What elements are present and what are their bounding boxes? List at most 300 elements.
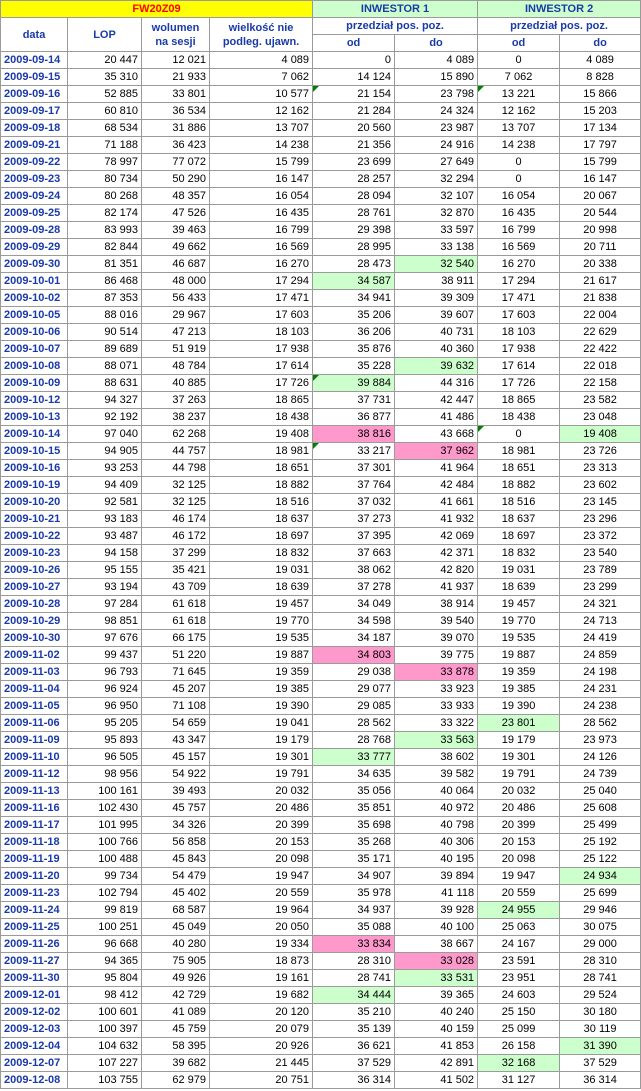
size-cell: 19 964 (210, 902, 313, 919)
table-row (1, 715, 641, 732)
date-cell: 2009-11-20 (1, 868, 68, 885)
date-cell: 2009-10-28 (1, 596, 68, 613)
date-cell: 2009-10-19 (1, 477, 68, 494)
size-cell: 18 651 (210, 460, 313, 477)
lop-cell: 102 430 (68, 800, 142, 817)
investor-1-from-cell: 36 877 (313, 409, 395, 426)
investor-1-to-cell: 40 240 (395, 1004, 478, 1021)
investor-2-from-cell: 19 791 (478, 766, 560, 783)
lop-cell: 93 253 (68, 460, 142, 477)
investor-1-to-cell: 44 316 (395, 375, 478, 392)
investor-2-from-header: od (478, 35, 560, 52)
table-row (1, 681, 641, 698)
lop-cell: 99 437 (68, 647, 142, 664)
volume-cell: 45 757 (142, 800, 210, 817)
volume-cell: 56 433 (142, 290, 210, 307)
volume-cell: 51 220 (142, 647, 210, 664)
investor-2-to-cell: 23 973 (560, 732, 641, 749)
investor-1-from-cell: 23 699 (313, 154, 395, 171)
date-cell: 2009-11-04 (1, 681, 68, 698)
investor-1-from-cell: 34 803 (313, 647, 395, 664)
date-cell: 2009-10-23 (1, 545, 68, 562)
size-cell: 19 301 (210, 749, 313, 766)
table-row (1, 511, 641, 528)
lop-cell: 103 755 (68, 1072, 142, 1089)
date-cell: 2009-09-23 (1, 171, 68, 188)
date-cell: 2009-11-12 (1, 766, 68, 783)
investor-1-to-cell: 41 964 (395, 460, 478, 477)
investor-1-from-cell: 34 598 (313, 613, 395, 630)
investor-1-from-cell: 34 937 (313, 902, 395, 919)
table-row (1, 1038, 641, 1055)
investor-2-to-cell: 24 934 (560, 868, 641, 885)
investor-1-from-cell: 28 094 (313, 188, 395, 205)
table-row (1, 613, 641, 630)
volume-cell: 35 421 (142, 562, 210, 579)
table-row (1, 103, 641, 120)
investor-2-from-cell: 14 238 (478, 137, 560, 154)
investor-2-from-cell: 20 559 (478, 885, 560, 902)
investor-1-to-cell: 38 914 (395, 596, 478, 613)
date-cell: 2009-09-24 (1, 188, 68, 205)
investor-1-to-cell: 24 916 (395, 137, 478, 154)
lop-cell: 83 993 (68, 222, 142, 239)
table-row (1, 1021, 641, 1038)
size-cell: 20 399 (210, 817, 313, 834)
investor-2-to-cell: 36 314 (560, 1072, 641, 1089)
lop-cell: 98 412 (68, 987, 142, 1004)
lop-cell: 80 734 (68, 171, 142, 188)
investor-2-to-cell: 30 180 (560, 1004, 641, 1021)
investor-2-to-cell: 20 338 (560, 256, 641, 273)
table-row (1, 69, 641, 86)
investor-2-to-cell: 20 067 (560, 188, 641, 205)
lop-cell: 96 924 (68, 681, 142, 698)
investor-2-from-cell: 24 955 (478, 902, 560, 919)
investor-1-from-cell: 35 876 (313, 341, 395, 358)
investor-1-from-cell: 35 851 (313, 800, 395, 817)
investor-2-to-cell: 29 524 (560, 987, 641, 1004)
date-cell: 2009-11-19 (1, 851, 68, 868)
lop-cell: 101 995 (68, 817, 142, 834)
date-cell: 2009-10-12 (1, 392, 68, 409)
investor-2-from-cell: 18 882 (478, 477, 560, 494)
table-row (1, 1072, 641, 1089)
volume-cell: 45 049 (142, 919, 210, 936)
size-cell: 18 697 (210, 528, 313, 545)
volume-cell: 62 979 (142, 1072, 210, 1089)
investor-2-from-cell: 18 832 (478, 545, 560, 562)
table-row (1, 732, 641, 749)
investor-2-to-cell: 25 499 (560, 817, 641, 834)
investor-2-from-cell: 23 591 (478, 953, 560, 970)
size-cell: 20 050 (210, 919, 313, 936)
investor-2-from-cell: 19 457 (478, 596, 560, 613)
volume-cell: 47 213 (142, 324, 210, 341)
investor-2-to-cell: 22 422 (560, 341, 641, 358)
table-row (1, 936, 641, 953)
investor-1-range-header: przedział pos. poz. (313, 18, 478, 35)
date-cell: 2009-10-07 (1, 341, 68, 358)
date-cell: 2009-10-16 (1, 460, 68, 477)
lop-cell: 94 327 (68, 392, 142, 409)
investor-2-to-cell: 30 075 (560, 919, 641, 936)
volume-cell: 44 757 (142, 443, 210, 460)
investor-2-to-cell: 21 838 (560, 290, 641, 307)
date-cell: 2009-09-25 (1, 205, 68, 222)
date-cell: 2009-11-05 (1, 698, 68, 715)
lop-cell: 96 668 (68, 936, 142, 953)
lop-cell: 96 505 (68, 749, 142, 766)
investor-2-from-cell: 18 639 (478, 579, 560, 596)
investor-1-to-cell: 41 502 (395, 1072, 478, 1089)
investor-2-from-cell: 18 651 (478, 460, 560, 477)
size-cell: 18 832 (210, 545, 313, 562)
investor-1-from-cell: 37 395 (313, 528, 395, 545)
investor-1-from-cell: 38 062 (313, 562, 395, 579)
investor-2-to-cell: 19 408 (560, 426, 641, 443)
investor-1-from-cell: 37 278 (313, 579, 395, 596)
investor-2-to-cell: 24 419 (560, 630, 641, 647)
investor-1-from-cell: 33 834 (313, 936, 395, 953)
volume-cell: 12 021 (142, 52, 210, 69)
table-row (1, 749, 641, 766)
lop-cell: 100 251 (68, 919, 142, 936)
size-cell: 20 032 (210, 783, 313, 800)
investor-2-from-cell: 24 167 (478, 936, 560, 953)
volume-cell: 46 687 (142, 256, 210, 273)
investor-1-to-cell: 40 100 (395, 919, 478, 936)
investor-2-from-cell: 25 150 (478, 1004, 560, 1021)
size-cell: 19 887 (210, 647, 313, 664)
investor-1-from-cell: 29 038 (313, 664, 395, 681)
date-cell: 2009-10-29 (1, 613, 68, 630)
volume-cell: 32 125 (142, 477, 210, 494)
lop-cell: 82 844 (68, 239, 142, 256)
date-cell: 2009-10-30 (1, 630, 68, 647)
investor-1-to-cell: 42 484 (395, 477, 478, 494)
investor-2-to-cell: 20 998 (560, 222, 641, 239)
lop-cell: 100 161 (68, 783, 142, 800)
investor-2-from-cell: 23 951 (478, 970, 560, 987)
date-cell: 2009-11-02 (1, 647, 68, 664)
size-cell: 19 334 (210, 936, 313, 953)
volume-cell: 48 784 (142, 358, 210, 375)
date-cell: 2009-09-18 (1, 120, 68, 137)
table-row (1, 630, 641, 647)
size-cell: 18 865 (210, 392, 313, 409)
investor-2-from-cell: 0 (478, 52, 560, 69)
date-cell: 2009-09-28 (1, 222, 68, 239)
table-row (1, 307, 641, 324)
table-row (1, 834, 641, 851)
table-body (1, 52, 641, 1089)
investor-1-to-cell: 39 894 (395, 868, 478, 885)
investor-1-from-cell: 37 273 (313, 511, 395, 528)
date-cell: 2009-11-27 (1, 953, 68, 970)
investor-1-to-cell: 39 540 (395, 613, 478, 630)
size-cell: 19 791 (210, 766, 313, 783)
date-cell: 2009-09-21 (1, 137, 68, 154)
lop-cell: 89 689 (68, 341, 142, 358)
lop-cell: 52 885 (68, 86, 142, 103)
date-cell: 2009-09-22 (1, 154, 68, 171)
investor-2-from-cell: 18 981 (478, 443, 560, 460)
investor-1-to-cell: 40 360 (395, 341, 478, 358)
investor-1-from-cell: 35 268 (313, 834, 395, 851)
table-row (1, 154, 641, 171)
investor-1-to-cell: 33 028 (395, 953, 478, 970)
table-row (1, 851, 641, 868)
size-cell: 13 707 (210, 120, 313, 137)
investor-1-from-cell: 38 816 (313, 426, 395, 443)
size-cell: 19 390 (210, 698, 313, 715)
date-cell: 2009-12-07 (1, 1055, 68, 1072)
volume-cell: 62 268 (142, 426, 210, 443)
lop-cell: 78 997 (68, 154, 142, 171)
investor-2-from-cell: 20 486 (478, 800, 560, 817)
date-cell: 2009-10-20 (1, 494, 68, 511)
investor-2-to-cell: 4 089 (560, 52, 641, 69)
investor-2-from-cell: 19 390 (478, 698, 560, 715)
investor-2-to-cell: 16 147 (560, 171, 641, 188)
investor-2-from-cell: 19 887 (478, 647, 560, 664)
size-cell: 17 603 (210, 307, 313, 324)
volume-cell: 49 662 (142, 239, 210, 256)
date-cell: 2009-10-01 (1, 273, 68, 290)
investor-2-from-cell: 18 516 (478, 494, 560, 511)
investor-2-to-cell: 23 540 (560, 545, 641, 562)
date-cell: 2009-11-17 (1, 817, 68, 834)
investor-2-to-header: do (560, 35, 641, 52)
investor-1-to-cell: 33 138 (395, 239, 478, 256)
volume-cell: 68 587 (142, 902, 210, 919)
investor-2-to-cell: 25 040 (560, 783, 641, 800)
investor-1-from-cell: 29 398 (313, 222, 395, 239)
size-cell: 20 486 (210, 800, 313, 817)
volume-cell: 44 798 (142, 460, 210, 477)
investor-1-to-cell: 33 878 (395, 664, 478, 681)
investor-2-to-cell: 20 711 (560, 239, 641, 256)
investor-2-from-cell: 20 153 (478, 834, 560, 851)
table-row (1, 324, 641, 341)
investor-2-from-cell: 19 359 (478, 664, 560, 681)
size-cell: 20 098 (210, 851, 313, 868)
date-cell: 2009-10-06 (1, 324, 68, 341)
investor-1-from-cell: 37 663 (313, 545, 395, 562)
investor-1-to-header: do (395, 35, 478, 52)
table-row (1, 766, 641, 783)
investor-1-to-cell: 41 661 (395, 494, 478, 511)
investor-1-to-cell: 23 987 (395, 120, 478, 137)
investor-2-to-cell: 25 608 (560, 800, 641, 817)
volume-cell: 39 682 (142, 1055, 210, 1072)
volume-cell: 40 885 (142, 375, 210, 392)
lop-cell: 99 819 (68, 902, 142, 919)
volume-cell: 36 534 (142, 103, 210, 120)
investor-2-from-cell: 17 726 (478, 375, 560, 392)
investor-2-from-cell: 0 (478, 154, 560, 171)
investor-1-from-cell: 37 032 (313, 494, 395, 511)
investor-2-from-cell: 13 221 (478, 86, 560, 103)
size-cell: 19 041 (210, 715, 313, 732)
lop-cell: 95 205 (68, 715, 142, 732)
table-row (1, 392, 641, 409)
size-cell: 20 751 (210, 1072, 313, 1089)
date-cell: 2009-09-15 (1, 69, 68, 86)
size-cell: 16 054 (210, 188, 313, 205)
size-cell: 20 926 (210, 1038, 313, 1055)
investor-1-from-cell: 34 587 (313, 273, 395, 290)
investor-2-to-cell: 24 198 (560, 664, 641, 681)
investor-1-from-cell: 29 077 (313, 681, 395, 698)
investor-1-from-cell: 36 206 (313, 324, 395, 341)
investor-2-to-cell: 24 739 (560, 766, 641, 783)
investor-2-from-cell: 0 (478, 426, 560, 443)
investor-2-from-cell: 20 098 (478, 851, 560, 868)
lop-cell: 102 794 (68, 885, 142, 902)
investor-1-from-cell: 35 171 (313, 851, 395, 868)
investor-1-to-cell: 40 731 (395, 324, 478, 341)
volume-cell: 75 905 (142, 953, 210, 970)
date-cell: 2009-11-03 (1, 664, 68, 681)
table-row (1, 171, 641, 188)
volume-cell: 58 395 (142, 1038, 210, 1055)
size-cell: 16 270 (210, 256, 313, 273)
lop-cell: 99 734 (68, 868, 142, 885)
table-row (1, 1004, 641, 1021)
investor-2-from-cell: 12 162 (478, 103, 560, 120)
date-cell: 2009-12-04 (1, 1038, 68, 1055)
investor-1-from-header: od (313, 35, 395, 52)
investor-2-from-cell: 17 294 (478, 273, 560, 290)
lop-cell: 94 158 (68, 545, 142, 562)
investor-2-to-cell: 23 313 (560, 460, 641, 477)
table-row (1, 460, 641, 477)
table-row (1, 953, 641, 970)
volume-cell: 50 290 (142, 171, 210, 188)
investor-1-to-cell: 42 371 (395, 545, 478, 562)
table-row (1, 919, 641, 936)
date-cell: 2009-11-13 (1, 783, 68, 800)
investor-2-to-cell: 23 582 (560, 392, 641, 409)
investor-1-to-cell: 43 668 (395, 426, 478, 443)
date-cell: 2009-11-06 (1, 715, 68, 732)
investor-1-to-cell: 33 933 (395, 698, 478, 715)
size-cell: 19 179 (210, 732, 313, 749)
date-cell: 2009-11-18 (1, 834, 68, 851)
size-cell: 12 162 (210, 103, 313, 120)
volume-cell: 71 645 (142, 664, 210, 681)
investor-2-to-cell: 23 789 (560, 562, 641, 579)
volume-cell: 46 172 (142, 528, 210, 545)
size-cell: 16 435 (210, 205, 313, 222)
investor-1-to-cell: 23 798 (395, 86, 478, 103)
investor-1-from-cell: 34 187 (313, 630, 395, 647)
investor-2-to-cell: 28 741 (560, 970, 641, 987)
investor-1-to-cell: 33 923 (395, 681, 478, 698)
investor-2-to-cell: 8 828 (560, 69, 641, 86)
lop-cell: 94 365 (68, 953, 142, 970)
table-row (1, 494, 641, 511)
investor-1-from-cell: 36 621 (313, 1038, 395, 1055)
investor-1-to-cell: 42 820 (395, 562, 478, 579)
investor-1-header: INWESTOR 1 (313, 1, 478, 18)
investor-1-from-cell: 37 301 (313, 460, 395, 477)
investor-2-to-cell: 17 134 (560, 120, 641, 137)
size-cell: 17 471 (210, 290, 313, 307)
investor-1-from-cell: 0 (313, 52, 395, 69)
table-row (1, 970, 641, 987)
investor-2-to-cell: 28 310 (560, 953, 641, 970)
investor-1-to-cell: 39 070 (395, 630, 478, 647)
lop-cell: 95 155 (68, 562, 142, 579)
investor-2-from-cell: 18 637 (478, 511, 560, 528)
volume-cell: 37 263 (142, 392, 210, 409)
investor-2-from-cell: 19 385 (478, 681, 560, 698)
investor-1-from-cell: 14 124 (313, 69, 395, 86)
table-row (1, 902, 641, 919)
date-cell: 2009-11-16 (1, 800, 68, 817)
table-row (1, 205, 641, 222)
volume-cell: 43 347 (142, 732, 210, 749)
investor-2-to-cell: 23 299 (560, 579, 641, 596)
investor-1-from-cell: 34 444 (313, 987, 395, 1004)
investor-2-from-cell: 26 158 (478, 1038, 560, 1055)
investor-2-to-cell: 29 000 (560, 936, 641, 953)
investor-1-to-cell: 39 607 (395, 307, 478, 324)
size-cell: 18 637 (210, 511, 313, 528)
investor-1-from-cell: 35 698 (313, 817, 395, 834)
lop-cell: 97 284 (68, 596, 142, 613)
lop-cell: 100 766 (68, 834, 142, 851)
size-cell: 19 770 (210, 613, 313, 630)
investor-2-from-cell: 25 099 (478, 1021, 560, 1038)
investor-1-from-cell: 28 310 (313, 953, 395, 970)
investor-2-from-cell: 31 127 (478, 1072, 560, 1089)
volume-cell: 54 659 (142, 715, 210, 732)
lop-cell: 96 950 (68, 698, 142, 715)
size-cell: 19 408 (210, 426, 313, 443)
table-row (1, 52, 641, 69)
investor-1-from-cell: 29 085 (313, 698, 395, 715)
investor-2-to-cell: 17 797 (560, 137, 641, 154)
lop-cell: 100 601 (68, 1004, 142, 1021)
investor-1-from-cell: 37 731 (313, 392, 395, 409)
lop-cell: 87 353 (68, 290, 142, 307)
investor-1-to-cell: 32 107 (395, 188, 478, 205)
date-cell: 2009-12-01 (1, 987, 68, 1004)
table-row (1, 868, 641, 885)
investor-2-to-cell: 29 946 (560, 902, 641, 919)
investor-1-to-cell: 38 911 (395, 273, 478, 290)
size-cell: 7 062 (210, 69, 313, 86)
volume-cell: 29 967 (142, 307, 210, 324)
size-cell: 16 569 (210, 239, 313, 256)
lop-cell: 100 488 (68, 851, 142, 868)
volume-cell: 71 108 (142, 698, 210, 715)
date-cell: 2009-10-09 (1, 375, 68, 392)
investor-2-to-cell: 22 018 (560, 358, 641, 375)
size-cell: 19 031 (210, 562, 313, 579)
table-row (1, 562, 641, 579)
investor-1-to-cell: 38 667 (395, 936, 478, 953)
investor-1-from-cell: 37 529 (313, 1055, 395, 1072)
investor-2-header: INWESTOR 2 (478, 1, 641, 18)
investor-2-to-cell: 25 699 (560, 885, 641, 902)
investor-2-from-cell: 13 707 (478, 120, 560, 137)
volume-cell: 40 280 (142, 936, 210, 953)
